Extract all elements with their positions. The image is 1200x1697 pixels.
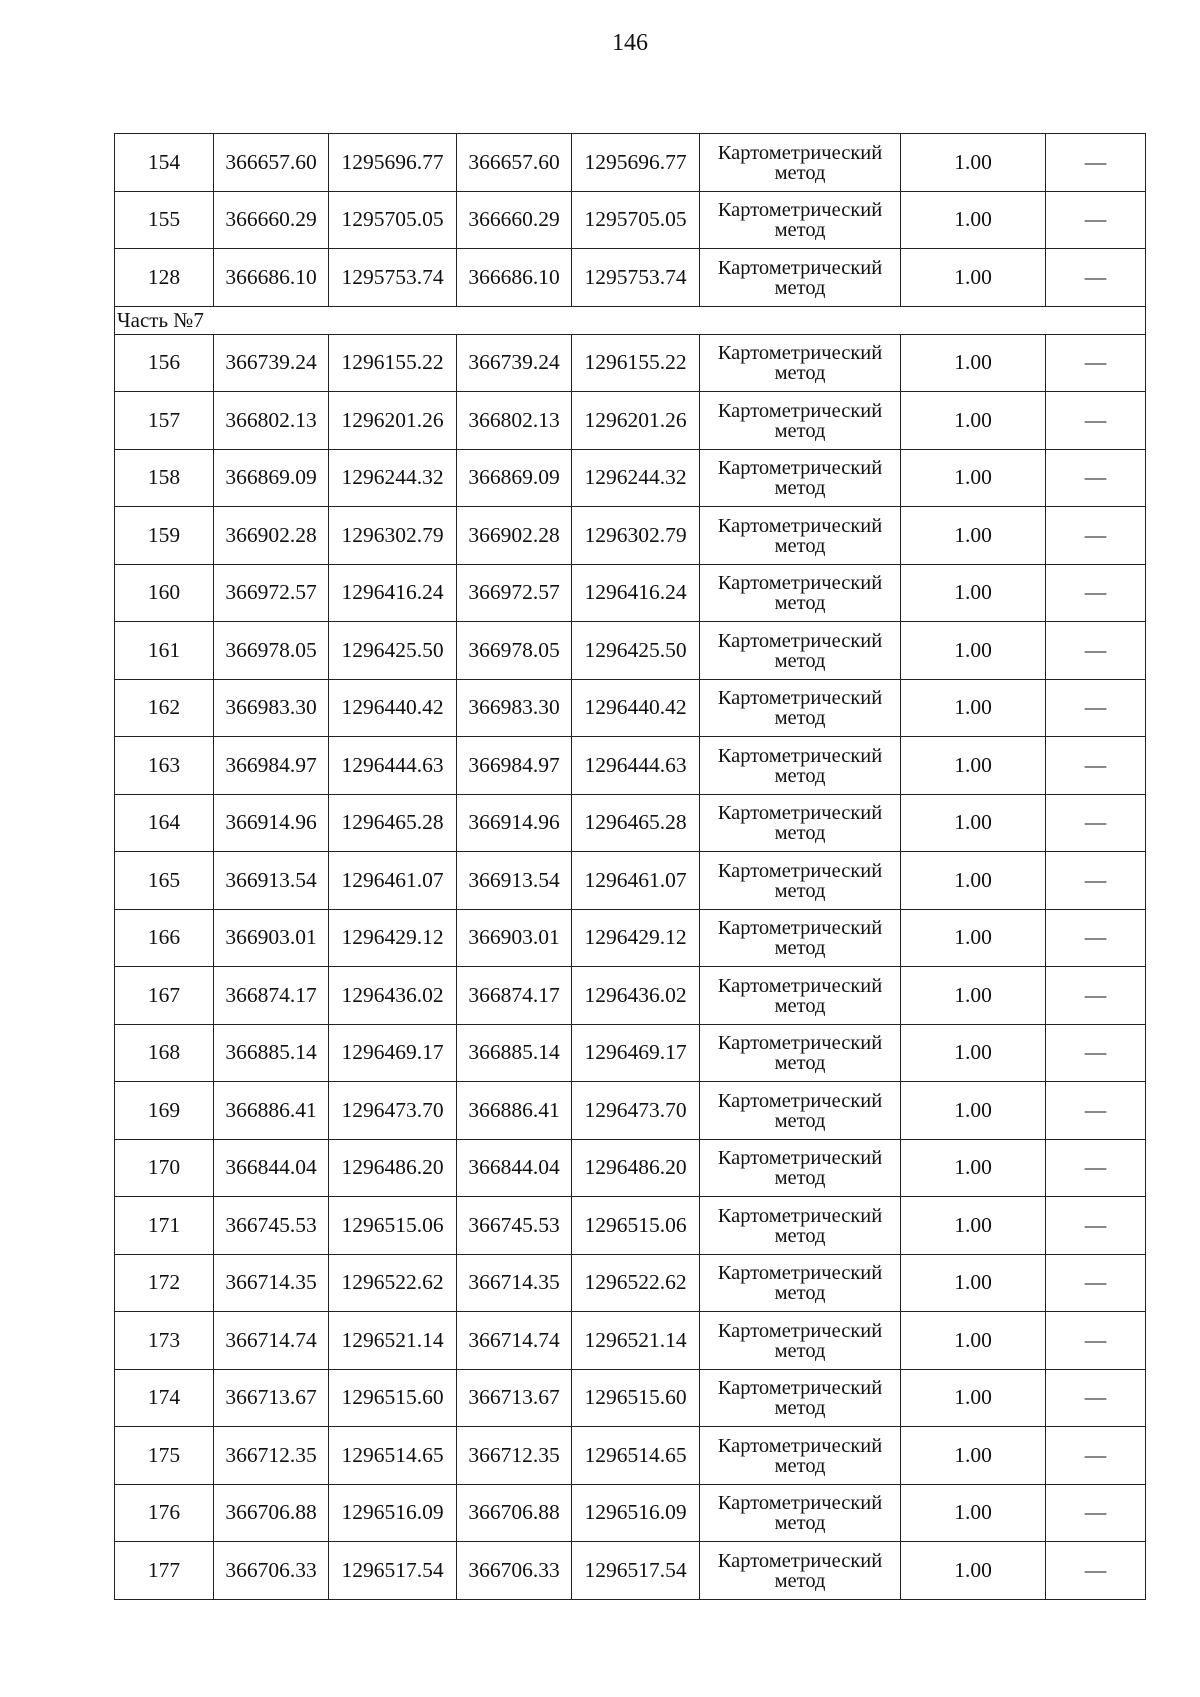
y-existing-cell: 1296469.17 — [329, 1024, 457, 1082]
x-refined-cell: 366885.14 — [457, 1024, 572, 1082]
x-existing-cell: 366713.67 — [214, 1369, 329, 1427]
point-number-cell: 169 — [115, 1082, 214, 1140]
note-cell: — — [1046, 1484, 1146, 1542]
note-cell: — — [1046, 134, 1146, 192]
x-refined-cell: 366657.60 — [457, 134, 572, 192]
x-refined-cell: 366902.28 — [457, 507, 572, 565]
y-existing-cell: 1296244.32 — [329, 449, 457, 507]
x-refined-cell: 366978.05 — [457, 622, 572, 680]
x-refined-cell: 366686.10 — [457, 249, 572, 307]
table-row — [115, 909, 1146, 967]
method-cell — [700, 449, 901, 507]
method-line1: Картометрический — [717, 399, 883, 422]
note-cell: — — [1046, 507, 1146, 565]
x-refined-cell: 366714.35 — [457, 1254, 572, 1312]
y-existing-cell: 1296521.14 — [329, 1312, 457, 1370]
accuracy-cell: 1.00 — [901, 679, 1046, 737]
y-existing-cell: 1296201.26 — [329, 392, 457, 450]
y-existing-cell: 1296416.24 — [329, 564, 457, 622]
note-cell: — — [1046, 392, 1146, 450]
accuracy-cell: 1.00 — [901, 191, 1046, 249]
point-number-cell: 154 — [115, 134, 214, 192]
y-existing-cell: 1295696.77 — [329, 134, 457, 192]
method-line1: Картометрический — [717, 1434, 883, 1457]
method-line2: метод — [774, 592, 826, 615]
point-number-cell: 167 — [115, 967, 214, 1025]
y-refined-cell: 1295696.77 — [572, 134, 700, 192]
point-number-cell: 168 — [115, 1024, 214, 1082]
method-line1: Картометрический — [717, 1492, 883, 1515]
table-row — [115, 449, 1146, 507]
table-row — [115, 622, 1146, 680]
method-cell — [700, 909, 901, 967]
y-existing-cell: 1295705.05 — [329, 191, 457, 249]
method-line2: метод — [774, 534, 826, 557]
table-row — [115, 967, 1146, 1025]
x-refined-cell: 366802.13 — [457, 392, 572, 450]
method-line1: Картометрический — [717, 572, 883, 595]
method-cell — [700, 852, 901, 910]
method-cell — [700, 622, 901, 680]
x-refined-cell: 366984.97 — [457, 737, 572, 795]
accuracy-cell: 1.00 — [901, 449, 1046, 507]
method-line2: метод — [774, 362, 826, 385]
method-line1: Картометрический — [717, 1319, 883, 1342]
method-cell — [700, 1312, 901, 1370]
table-row — [115, 392, 1146, 450]
y-refined-cell: 1295753.74 — [572, 249, 700, 307]
y-existing-cell: 1295753.74 — [329, 249, 457, 307]
table-row — [115, 134, 1146, 192]
page-number: 146 — [612, 30, 648, 56]
table-row — [115, 794, 1146, 852]
table-row — [115, 191, 1146, 249]
x-refined-cell: 366972.57 — [457, 564, 572, 622]
method-cell — [700, 392, 901, 450]
method-line2: метод — [774, 1282, 826, 1305]
method-line2: метод — [774, 764, 826, 787]
x-refined-cell: 366903.01 — [457, 909, 572, 967]
x-refined-cell: 366714.74 — [457, 1312, 572, 1370]
note-cell: — — [1046, 909, 1146, 967]
y-existing-cell: 1296436.02 — [329, 967, 457, 1025]
method-cell — [700, 1082, 901, 1140]
x-refined-cell: 366713.67 — [457, 1369, 572, 1427]
method-line1: Картометрический — [717, 256, 883, 279]
y-existing-cell: 1296514.65 — [329, 1427, 457, 1485]
x-existing-cell: 366714.35 — [214, 1254, 329, 1312]
y-refined-cell: 1296416.24 — [572, 564, 700, 622]
method-line1: Картометрический — [717, 859, 883, 882]
table-row — [115, 507, 1146, 565]
method-cell — [700, 1024, 901, 1082]
y-existing-cell: 1296516.09 — [329, 1484, 457, 1542]
method-line1: Картометрический — [717, 629, 883, 652]
method-cell — [700, 1254, 901, 1312]
y-existing-cell: 1296522.62 — [329, 1254, 457, 1312]
x-existing-cell: 366739.24 — [214, 334, 329, 392]
x-refined-cell: 366660.29 — [457, 191, 572, 249]
accuracy-cell: 1.00 — [901, 1369, 1046, 1427]
method-line1: Картометрический — [717, 199, 883, 222]
x-existing-cell: 366660.29 — [214, 191, 329, 249]
point-number-cell: 163 — [115, 737, 214, 795]
accuracy-cell: 1.00 — [901, 1139, 1046, 1197]
x-refined-cell: 366745.53 — [457, 1197, 572, 1255]
note-cell: — — [1046, 1139, 1146, 1197]
x-refined-cell: 366844.04 — [457, 1139, 572, 1197]
note-cell: — — [1046, 737, 1146, 795]
method-line1: Картометрический — [717, 342, 883, 365]
y-existing-cell: 1296425.50 — [329, 622, 457, 680]
y-existing-cell: 1296515.06 — [329, 1197, 457, 1255]
method-line2: метод — [774, 1397, 826, 1420]
table-row — [115, 1484, 1146, 1542]
y-existing-cell: 1296461.07 — [329, 852, 457, 910]
point-number-cell: 177 — [115, 1542, 214, 1600]
table-row — [115, 1369, 1146, 1427]
method-cell — [700, 134, 901, 192]
note-cell: — — [1046, 1024, 1146, 1082]
note-cell: — — [1046, 1542, 1146, 1600]
table-row — [115, 334, 1146, 392]
accuracy-cell: 1.00 — [901, 794, 1046, 852]
x-refined-cell: 366874.17 — [457, 967, 572, 1025]
method-line1: Картометрический — [717, 457, 883, 480]
table-row — [115, 1312, 1146, 1370]
method-line2: метод — [774, 161, 826, 184]
y-refined-cell: 1296244.32 — [572, 449, 700, 507]
accuracy-cell: 1.00 — [901, 852, 1046, 910]
point-number-cell: 156 — [115, 334, 214, 392]
method-line2: метод — [774, 477, 826, 500]
x-refined-cell: 366983.30 — [457, 679, 572, 737]
x-existing-cell: 366802.13 — [214, 392, 329, 450]
y-existing-cell: 1296155.22 — [329, 334, 457, 392]
y-existing-cell: 1296465.28 — [329, 794, 457, 852]
x-existing-cell: 366972.57 — [214, 564, 329, 622]
method-line2: метод — [774, 1052, 826, 1075]
table-row — [115, 1427, 1146, 1485]
y-existing-cell: 1296302.79 — [329, 507, 457, 565]
x-existing-cell: 366983.30 — [214, 679, 329, 737]
y-refined-cell: 1296429.12 — [572, 909, 700, 967]
note-cell: — — [1046, 1254, 1146, 1312]
y-refined-cell: 1296436.02 — [572, 967, 700, 1025]
x-existing-cell: 366844.04 — [214, 1139, 329, 1197]
method-cell — [700, 1197, 901, 1255]
method-cell — [700, 967, 901, 1025]
x-existing-cell: 366978.05 — [214, 622, 329, 680]
method-cell — [700, 249, 901, 307]
accuracy-cell: 1.00 — [901, 392, 1046, 450]
method-line1: Картометрический — [717, 974, 883, 997]
point-number-cell: 172 — [115, 1254, 214, 1312]
x-refined-cell: 366913.54 — [457, 852, 572, 910]
point-number-cell: 166 — [115, 909, 214, 967]
method-line1: Картометрический — [717, 1032, 883, 1055]
table-row — [115, 679, 1146, 737]
accuracy-cell: 1.00 — [901, 1254, 1046, 1312]
point-number-cell: 160 — [115, 564, 214, 622]
method-line2: метод — [774, 276, 826, 299]
point-number-cell: 174 — [115, 1369, 214, 1427]
x-refined-cell: 366739.24 — [457, 334, 572, 392]
method-line2: метод — [774, 1454, 826, 1477]
x-existing-cell: 366902.28 — [214, 507, 329, 565]
point-number-cell: 170 — [115, 1139, 214, 1197]
note-cell: — — [1046, 852, 1146, 910]
point-number-cell: 162 — [115, 679, 214, 737]
y-existing-cell: 1296429.12 — [329, 909, 457, 967]
accuracy-cell: 1.00 — [901, 737, 1046, 795]
y-refined-cell: 1296486.20 — [572, 1139, 700, 1197]
y-existing-cell: 1296440.42 — [329, 679, 457, 737]
method-cell — [700, 1427, 901, 1485]
method-line2: метод — [774, 219, 826, 242]
y-refined-cell: 1296465.28 — [572, 794, 700, 852]
accuracy-cell: 1.00 — [901, 1082, 1046, 1140]
x-existing-cell: 366903.01 — [214, 909, 329, 967]
note-cell: — — [1046, 249, 1146, 307]
accuracy-cell: 1.00 — [901, 967, 1046, 1025]
note-cell: — — [1046, 794, 1146, 852]
y-refined-cell: 1296515.06 — [572, 1197, 700, 1255]
x-existing-cell: 366984.97 — [214, 737, 329, 795]
accuracy-cell: 1.00 — [901, 334, 1046, 392]
method-line1: Картометрический — [717, 687, 883, 710]
accuracy-cell: 1.00 — [901, 249, 1046, 307]
x-existing-cell: 366686.10 — [214, 249, 329, 307]
y-refined-cell: 1296521.14 — [572, 1312, 700, 1370]
method-line1: Картометрический — [717, 514, 883, 537]
point-number-cell: 176 — [115, 1484, 214, 1542]
y-refined-cell: 1296302.79 — [572, 507, 700, 565]
note-cell: — — [1046, 449, 1146, 507]
point-number-cell: 157 — [115, 392, 214, 450]
y-refined-cell: 1296461.07 — [572, 852, 700, 910]
y-existing-cell: 1296515.60 — [329, 1369, 457, 1427]
y-refined-cell: 1296425.50 — [572, 622, 700, 680]
y-refined-cell: 1296444.63 — [572, 737, 700, 795]
part-label: Часть №7 — [115, 306, 1146, 334]
y-existing-cell: 1296444.63 — [329, 737, 457, 795]
table-row — [115, 1254, 1146, 1312]
accuracy-cell: 1.00 — [901, 564, 1046, 622]
accuracy-cell: 1.00 — [901, 622, 1046, 680]
point-number-cell: 155 — [115, 191, 214, 249]
y-refined-cell: 1296201.26 — [572, 392, 700, 450]
note-cell: — — [1046, 564, 1146, 622]
y-refined-cell: 1296440.42 — [572, 679, 700, 737]
x-existing-cell: 366885.14 — [214, 1024, 329, 1082]
x-existing-cell: 366886.41 — [214, 1082, 329, 1140]
table-row — [115, 249, 1146, 307]
accuracy-cell: 1.00 — [901, 1197, 1046, 1255]
method-line2: метод — [774, 994, 826, 1017]
x-existing-cell: 366706.33 — [214, 1542, 329, 1600]
y-refined-cell: 1296469.17 — [572, 1024, 700, 1082]
method-cell — [700, 1542, 901, 1600]
method-cell — [700, 507, 901, 565]
x-existing-cell: 366714.74 — [214, 1312, 329, 1370]
accuracy-cell: 1.00 — [901, 1484, 1046, 1542]
point-number-cell: 158 — [115, 449, 214, 507]
table-row — [115, 1024, 1146, 1082]
method-line2: метод — [774, 1109, 826, 1132]
method-cell — [700, 1484, 901, 1542]
method-line1: Картометрический — [717, 917, 883, 940]
accuracy-cell: 1.00 — [901, 1312, 1046, 1370]
x-existing-cell: 366914.96 — [214, 794, 329, 852]
y-existing-cell: 1296517.54 — [329, 1542, 457, 1600]
note-cell: — — [1046, 1197, 1146, 1255]
note-cell: — — [1046, 1427, 1146, 1485]
note-cell: — — [1046, 1312, 1146, 1370]
method-line1: Картометрический — [717, 744, 883, 767]
y-refined-cell: 1296515.60 — [572, 1369, 700, 1427]
y-refined-cell: 1296155.22 — [572, 334, 700, 392]
x-existing-cell: 366657.60 — [214, 134, 329, 192]
note-cell: — — [1046, 1369, 1146, 1427]
x-refined-cell: 366869.09 — [457, 449, 572, 507]
x-existing-cell: 366874.17 — [214, 967, 329, 1025]
x-refined-cell: 366886.41 — [457, 1082, 572, 1140]
y-refined-cell: 1296517.54 — [572, 1542, 700, 1600]
accuracy-cell: 1.00 — [901, 134, 1046, 192]
x-existing-cell: 366913.54 — [214, 852, 329, 910]
y-existing-cell: 1296486.20 — [329, 1139, 457, 1197]
note-cell: — — [1046, 191, 1146, 249]
table-row — [115, 1542, 1146, 1600]
x-existing-cell: 366712.35 — [214, 1427, 329, 1485]
point-number-cell: 171 — [115, 1197, 214, 1255]
method-cell — [700, 794, 901, 852]
method-line2: метод — [774, 1569, 826, 1592]
coordinates-table — [114, 133, 1146, 1600]
table-row — [115, 737, 1146, 795]
method-line2: метод — [774, 1167, 826, 1190]
method-cell — [700, 334, 901, 392]
y-refined-cell: 1296522.62 — [572, 1254, 700, 1312]
note-cell: — — [1046, 679, 1146, 737]
method-line2: метод — [774, 937, 826, 960]
x-refined-cell: 366914.96 — [457, 794, 572, 852]
method-line1: Картометрический — [717, 1089, 883, 1112]
point-number-cell: 175 — [115, 1427, 214, 1485]
method-cell — [700, 1369, 901, 1427]
x-existing-cell: 366745.53 — [214, 1197, 329, 1255]
point-number-cell: 161 — [115, 622, 214, 680]
note-cell: — — [1046, 967, 1146, 1025]
method-line2: метод — [774, 649, 826, 672]
accuracy-cell: 1.00 — [901, 909, 1046, 967]
y-refined-cell: 1295705.05 — [572, 191, 700, 249]
accuracy-cell: 1.00 — [901, 1542, 1046, 1600]
method-cell — [700, 564, 901, 622]
x-refined-cell: 366712.35 — [457, 1427, 572, 1485]
note-cell: — — [1046, 334, 1146, 392]
method-line1: Картометрический — [717, 1377, 883, 1400]
note-cell: — — [1046, 1082, 1146, 1140]
method-cell — [700, 191, 901, 249]
x-existing-cell: 366869.09 — [214, 449, 329, 507]
table-body — [115, 134, 1146, 1600]
method-line1: Картометрический — [717, 802, 883, 825]
y-refined-cell: 1296516.09 — [572, 1484, 700, 1542]
method-cell — [700, 679, 901, 737]
method-line1: Картометрический — [717, 1549, 883, 1572]
point-number-cell: 173 — [115, 1312, 214, 1370]
table-row — [115, 852, 1146, 910]
note-cell: — — [1046, 622, 1146, 680]
x-refined-cell: 366706.33 — [457, 1542, 572, 1600]
method-line2: метод — [774, 419, 826, 442]
method-cell — [700, 737, 901, 795]
method-line2: метод — [774, 1339, 826, 1362]
method-line2: метод — [774, 822, 826, 845]
method-line1: Картометрический — [717, 1262, 883, 1285]
method-line1: Картометрический — [717, 1147, 883, 1170]
method-line2: метод — [774, 1512, 826, 1535]
table-row — [115, 1139, 1146, 1197]
method-line2: метод — [774, 707, 826, 730]
y-refined-cell: 1296514.65 — [572, 1427, 700, 1485]
method-line1: Картометрический — [717, 141, 883, 164]
y-refined-cell: 1296473.70 — [572, 1082, 700, 1140]
x-refined-cell: 366706.88 — [457, 1484, 572, 1542]
method-line2: метод — [774, 879, 826, 902]
y-existing-cell: 1296473.70 — [329, 1082, 457, 1140]
part-header-row — [115, 306, 1146, 334]
accuracy-cell: 1.00 — [901, 507, 1046, 565]
point-number-cell: 128 — [115, 249, 214, 307]
point-number-cell: 165 — [115, 852, 214, 910]
x-existing-cell: 366706.88 — [214, 1484, 329, 1542]
accuracy-cell: 1.00 — [901, 1427, 1046, 1485]
table-row — [115, 564, 1146, 622]
table-row — [115, 1082, 1146, 1140]
method-cell — [700, 1139, 901, 1197]
point-number-cell: 164 — [115, 794, 214, 852]
method-line1: Картометрический — [717, 1204, 883, 1227]
table-row — [115, 1197, 1146, 1255]
method-line2: метод — [774, 1224, 826, 1247]
point-number-cell: 159 — [115, 507, 214, 565]
accuracy-cell: 1.00 — [901, 1024, 1046, 1082]
